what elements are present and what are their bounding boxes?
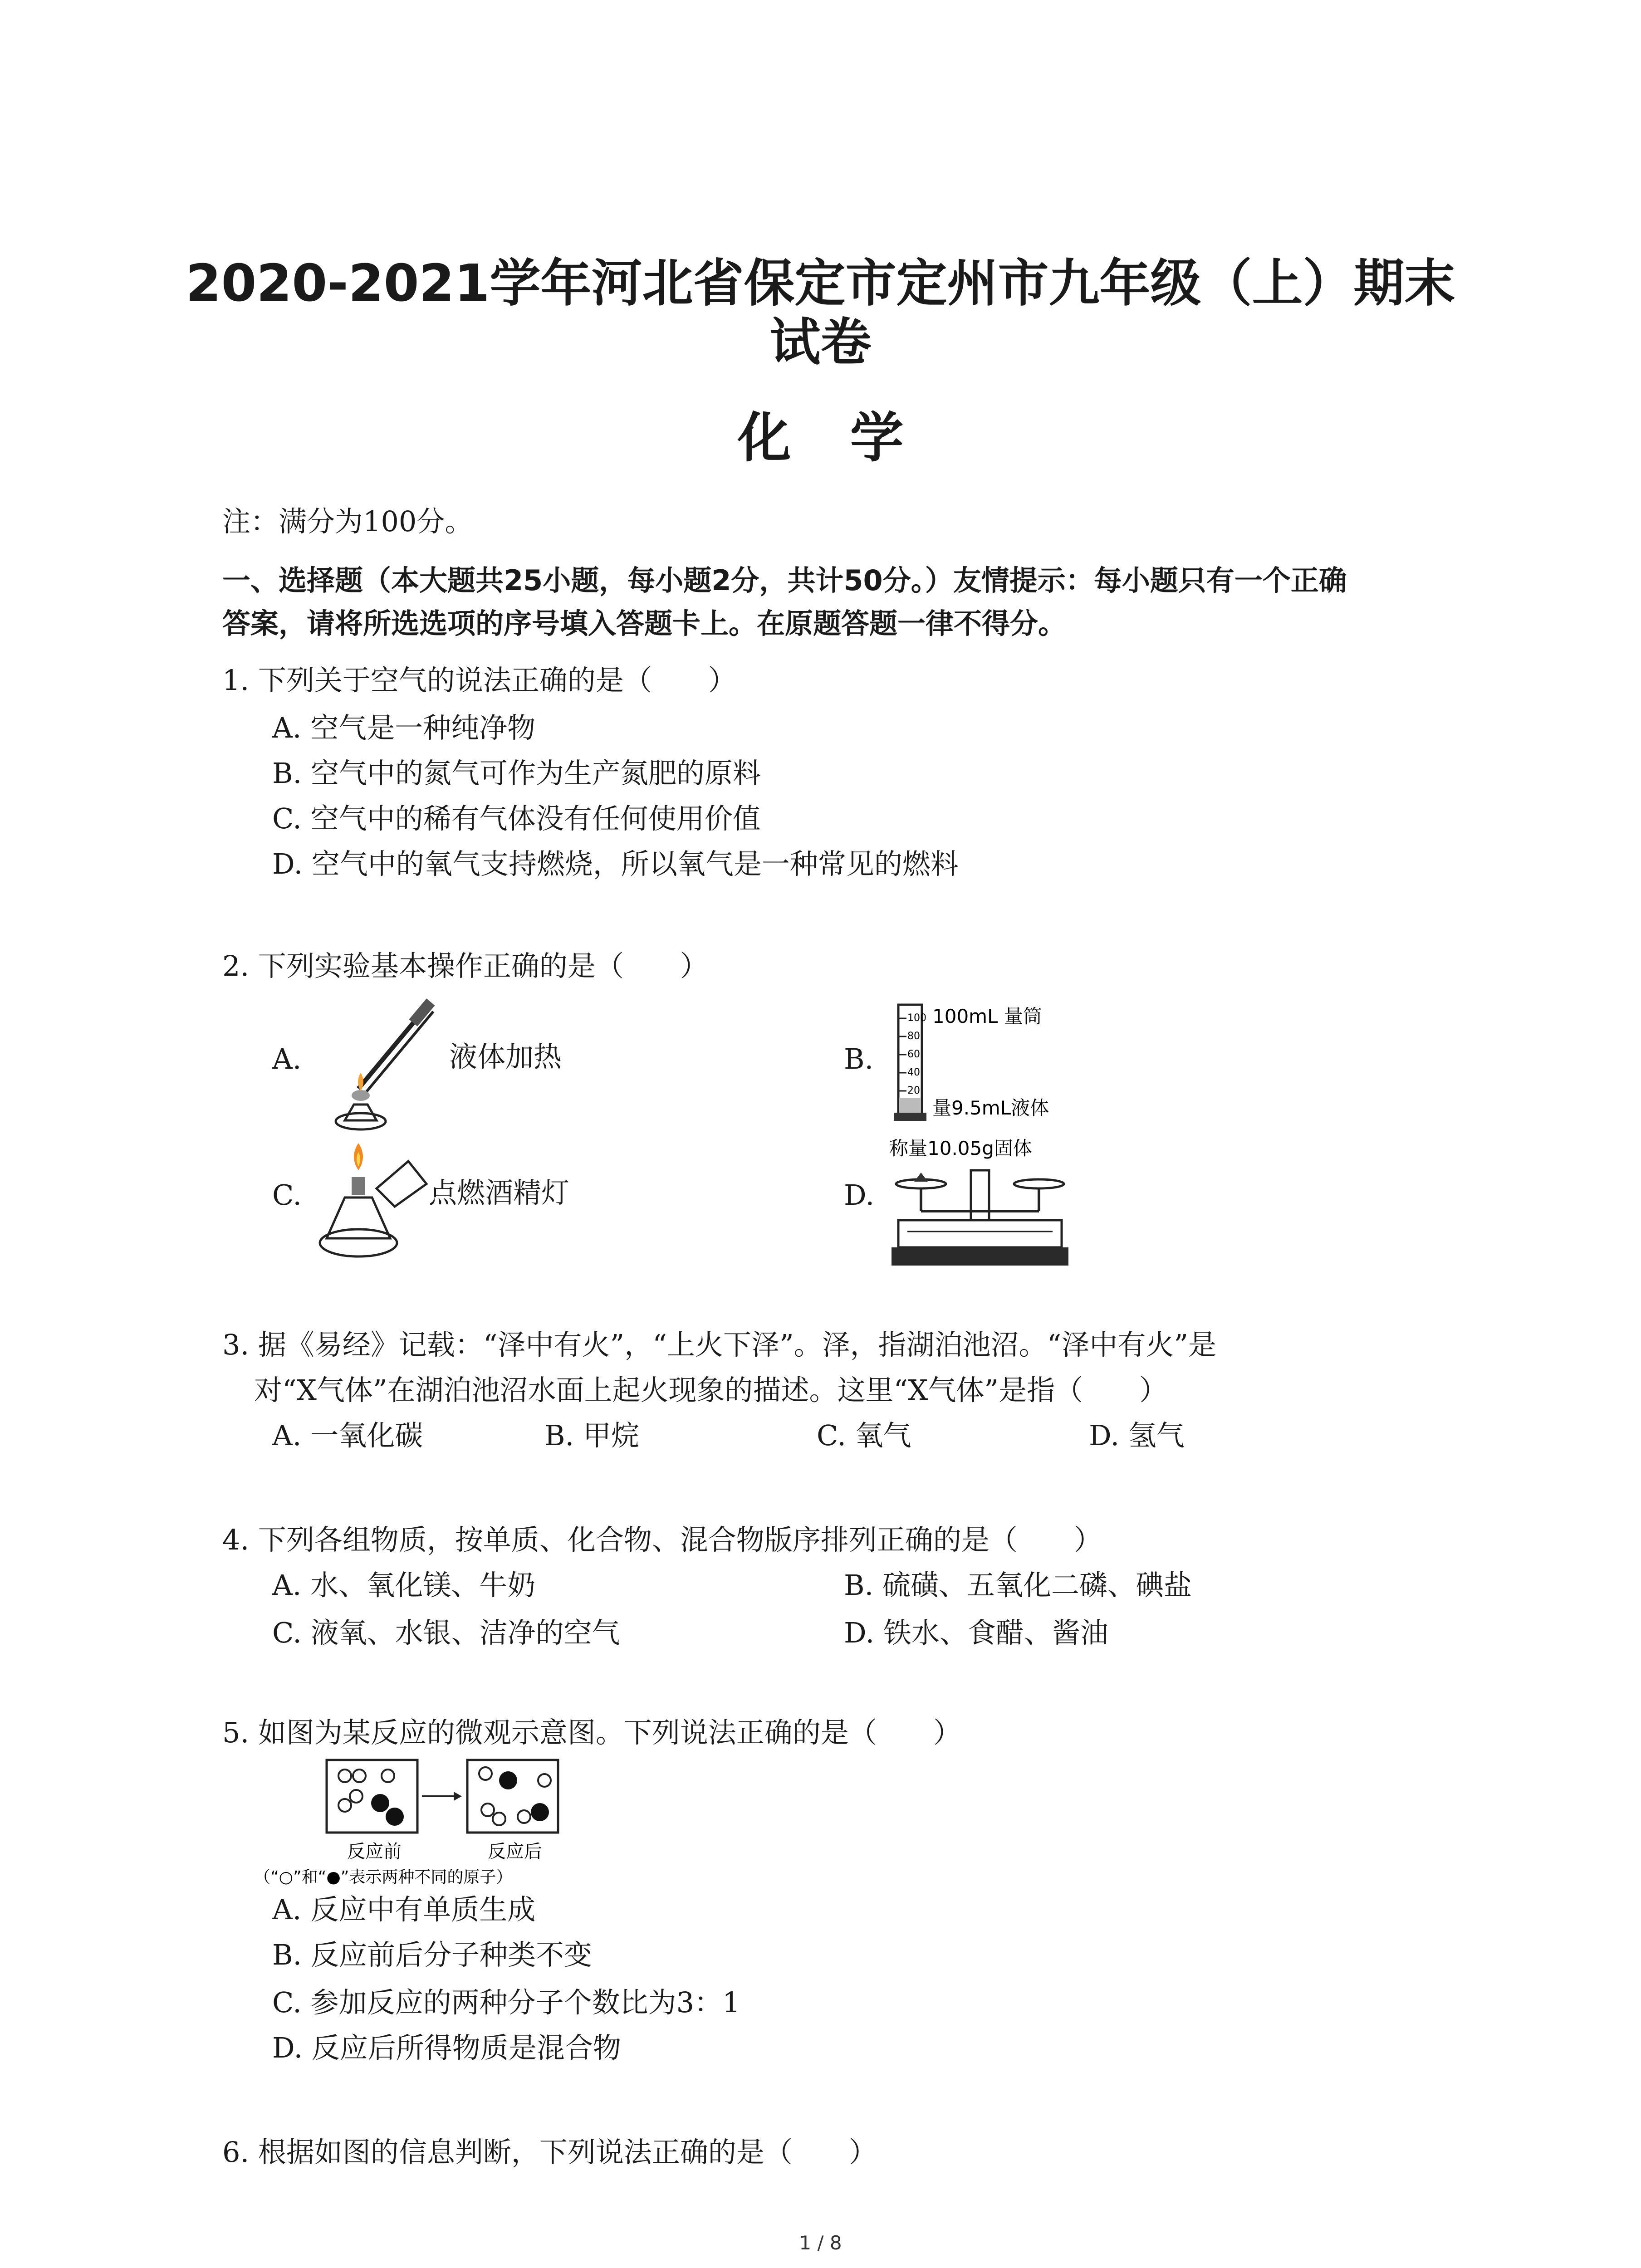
section-heading-line2: 答案，请将所选选项的序号填入答题卡上。在原题答题一律不得分。 <box>222 607 1067 640</box>
q1-option-c: C. 空气中的稀有气体没有任何使用价值 <box>272 802 761 835</box>
q5-option-b: B. 反应前后分子种类不变 <box>272 1938 592 1971</box>
q4-option-a: A. 水、氧化镁、牛奶 <box>272 1569 536 1602</box>
cylinder-tick-60: 60 <box>907 1049 920 1060</box>
cylinder-tick-100: 100 <box>907 1012 926 1024</box>
alcohol-lamp-icon <box>318 1134 436 1270</box>
atom-legend: （“○”和“●”表示两种不同的原子） <box>254 1868 513 1887</box>
q2-option-a-letter: A. <box>272 1042 302 1075</box>
q3-stem-line2: 对“X气体”在湖泊池沼水面上起火现象的描述。这里“X气体”是指（ ） <box>254 1374 1168 1407</box>
subject-title: 化学 <box>737 406 963 469</box>
graduated-cylinder-icon <box>889 996 1080 1132</box>
q2-option-b-letter: B. <box>844 1042 874 1075</box>
balance-scale-icon <box>889 1134 1080 1275</box>
page-number: 1 / 8 <box>799 2232 842 2254</box>
q2-stem: 2. 下列实验基本操作正确的是（ ） <box>222 949 708 982</box>
q6-stem: 6. 根据如图的信息判断，下列说法正确的是（ ） <box>222 2136 877 2169</box>
q1-option-a: A. 空气是一种纯净物 <box>272 711 536 744</box>
score-note: 注：满分为100分。 <box>222 505 473 538</box>
q4-option-b: B. 硫磺、五氧化二磷、碘盐 <box>844 1569 1192 1602</box>
q3-option-d: D. 氢气 <box>1089 1419 1185 1452</box>
q1-option-b: B. 空气中的氮气可作为生产氮肥的原料 <box>272 757 761 790</box>
q3-option-b: B. 甲烷 <box>544 1419 639 1452</box>
q2-option-a-caption: 液体加热 <box>449 1040 562 1073</box>
section-heading-line1: 一、选择题（本大题共25小题，每小题2分，共计50分。）友情提示：每小题只有一个正确 <box>222 564 1347 597</box>
q3-option-c: C. 氧气 <box>817 1419 911 1452</box>
q5-option-c: C. 参加反应的两种分子个数比为3：1 <box>272 1986 740 2019</box>
exam-title-line1: 2020-2021学年河北省保定市定州市九年级（上）期末 <box>186 254 1455 313</box>
q2-option-c-letter: C. <box>272 1178 302 1212</box>
q2-option-b-caption-top: 100mL 量筒 <box>932 1005 1042 1027</box>
q4-stem: 4. 下列各组物质，按单质、化合物、混合物版序排列正确的是（ ） <box>222 1523 1102 1556</box>
q3-stem-line1: 3. 据《易经》记载：“泽中有火”，“上火下泽”。泽，指湖泊池沼。“泽中有火”是 <box>222 1328 1217 1361</box>
q1-option-d: D. 空气中的氧气支持燃烧，所以氧气是一种常见的燃料 <box>272 847 959 880</box>
q2-option-d-caption: 称量10.05g固体 <box>889 1137 1032 1159</box>
q4-option-d: D. 铁水、食醋、酱油 <box>844 1616 1108 1649</box>
q1-stem: 1. 下列关于空气的说法正确的是（ ） <box>222 664 736 697</box>
q5-option-a: A. 反应中有单质生成 <box>272 1893 536 1926</box>
q2-option-b-caption-bottom: 量9.5mL液体 <box>932 1097 1049 1119</box>
exam-title-line2: 试卷 <box>769 313 872 372</box>
before-reaction-label: 反应前 <box>347 1841 402 1862</box>
liquid-heating-icon <box>318 998 454 1134</box>
q5-option-d: D. 反应后所得物质是混合物 <box>272 2031 621 2064</box>
cylinder-tick-40: 40 <box>907 1067 920 1078</box>
q2-option-d-letter: D. <box>844 1178 875 1212</box>
q4-option-c: C. 液氧、水银、洁净的空气 <box>272 1616 620 1649</box>
q3-option-a: A. 一氧化碳 <box>272 1419 423 1452</box>
reaction-micro-diagram <box>254 1755 662 1887</box>
q2-option-c-caption: 点燃酒精灯 <box>429 1176 570 1209</box>
cylinder-tick-80: 80 <box>907 1031 920 1042</box>
cylinder-tick-20: 20 <box>907 1085 920 1096</box>
after-reaction-label: 反应后 <box>488 1841 542 1862</box>
q5-stem: 5. 如图为某反应的微观示意图。下列说法正确的是（ ） <box>222 1716 961 1749</box>
